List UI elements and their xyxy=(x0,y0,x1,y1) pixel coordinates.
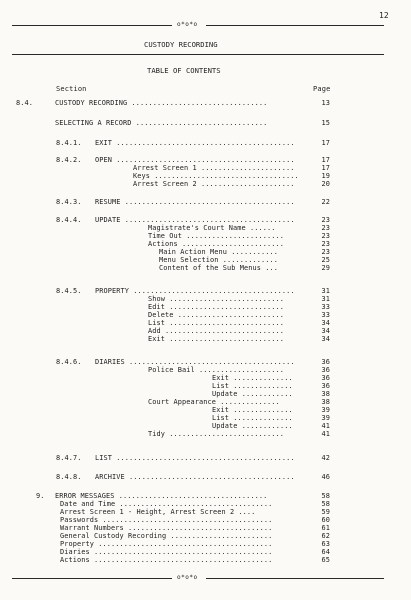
toc-entry-page: 62 xyxy=(321,532,330,540)
toc-entry xyxy=(0,524,411,532)
toc-entry-number: 8.4. xyxy=(16,99,33,107)
toc-entry xyxy=(0,556,411,564)
toc-entry-page: 31 xyxy=(321,287,330,295)
toc-entry-title: Delete ......................... xyxy=(148,311,284,319)
toc-entry-title: Update ............ xyxy=(212,390,293,398)
toc-entry xyxy=(0,382,411,390)
toc-entry-page: 29 xyxy=(321,264,330,272)
toc-entry-number: 8.4.4. xyxy=(56,216,82,224)
toc-entry xyxy=(0,500,411,508)
toc-entry-title: EXIT .......................................... xyxy=(95,139,295,147)
toc-entry-page: 13 xyxy=(321,99,330,107)
toc-entry xyxy=(0,414,411,422)
toc-entry-title: Date and Time .................................... xyxy=(60,500,273,508)
toc-entry-page: 58 xyxy=(321,500,330,508)
toc-entry xyxy=(0,327,411,335)
document-header: CUSTODY RECORDING xyxy=(144,40,218,49)
toc-entry-title: Actions ........................ xyxy=(148,240,284,248)
toc-entry-title: ERROR MESSAGES ................................... xyxy=(55,492,268,500)
toc-entry-number: 8.4.6. xyxy=(56,358,82,366)
toc-entry xyxy=(0,172,411,180)
toc-entry-page: 22 xyxy=(321,198,330,206)
toc-entry-title: List .............. xyxy=(212,414,293,422)
toc-entry xyxy=(0,508,411,516)
toc-entry-page: 23 xyxy=(321,248,330,256)
toc-entry xyxy=(0,422,411,430)
toc-entry xyxy=(0,492,411,500)
page-number: 12 xyxy=(379,11,389,20)
toc-entry-page: 23 xyxy=(321,224,330,232)
toc-entry-page: 41 xyxy=(321,422,330,430)
toc-entry-title: Edit ........................... xyxy=(148,303,284,311)
toc-entry xyxy=(0,454,411,462)
toc-entry-number: 9. xyxy=(36,492,45,500)
toc-entry-page: 36 xyxy=(321,366,330,374)
toc-entry-page: 34 xyxy=(321,335,330,343)
toc-entry-title: Police Bail .................... xyxy=(148,366,284,374)
toc-entry xyxy=(0,311,411,319)
toc-entry-page: 64 xyxy=(321,548,330,556)
toc-entry-title: Exit ........................... xyxy=(148,335,284,343)
toc-entry-title: List ........................... xyxy=(148,319,284,327)
toc-entry-page: 38 xyxy=(321,390,330,398)
toc-entry xyxy=(0,139,411,147)
toc-entry-page: 36 xyxy=(321,382,330,390)
toc-entry xyxy=(0,198,411,206)
top-rule-left xyxy=(12,25,172,26)
toc-entry-page: 15 xyxy=(321,119,330,127)
toc-entry-page: 39 xyxy=(321,414,330,422)
toc-entry xyxy=(0,516,411,524)
toc-entry-title: Arrest Screen 1 ...................... xyxy=(133,164,295,172)
toc-entry xyxy=(0,164,411,172)
bottom-rule-left xyxy=(12,578,172,579)
toc-entry-title: LIST .......................................... xyxy=(95,454,295,462)
toc-entry-title: OPEN .......................................... xyxy=(95,156,295,164)
toc-entry-title: Arrest Screen 1 - Height, Arrest Screen 2 .... xyxy=(60,508,256,516)
col-section-label: Section xyxy=(56,85,87,93)
toc-entry-page: 34 xyxy=(321,327,330,335)
toc-entry-title: Main Action Menu ........... xyxy=(159,248,278,256)
toc-entry-page: 58 xyxy=(321,492,330,500)
toc-entry-title: General Custody Recording ........................ xyxy=(60,532,273,540)
toc-entry-title: Actions .......................................... xyxy=(60,556,273,564)
toc-entry xyxy=(0,390,411,398)
toc-entry-number: 8.4.5. xyxy=(56,287,82,295)
toc-entry-page: 23 xyxy=(321,216,330,224)
toc-entry-title: Exit .............. xyxy=(212,406,293,414)
toc-entry-page: 36 xyxy=(321,374,330,382)
toc-entry-title: Menu Selection ............. xyxy=(159,256,278,264)
toc-entry xyxy=(0,99,411,107)
toc-entry-title: Show ........................... xyxy=(148,295,284,303)
header-rule xyxy=(12,54,384,55)
toc-entry xyxy=(0,398,411,406)
toc-entry-number: 8.4.7. xyxy=(56,454,82,462)
toc-entry-page: 19 xyxy=(321,172,330,180)
toc-entry-title: Warrant Numbers .................................. xyxy=(60,524,273,532)
toc-entry xyxy=(0,548,411,556)
toc-entry-number: 8.4.8. xyxy=(56,473,82,481)
bottom-rule-right xyxy=(206,578,384,579)
toc-entry-title: Diaries .......................................... xyxy=(60,548,273,556)
toc-entry xyxy=(0,430,411,438)
toc-entry-title: UPDATE ........................................ xyxy=(95,216,295,224)
toc-entry-title: PROPERTY ...................................... xyxy=(95,287,295,295)
toc-entry xyxy=(0,473,411,481)
toc-entry-page: 25 xyxy=(321,256,330,264)
toc-entry-page: 17 xyxy=(321,156,330,164)
toc-entry xyxy=(0,287,411,295)
toc-entry xyxy=(0,256,411,264)
toc-entry-page: 59 xyxy=(321,508,330,516)
toc-entry xyxy=(0,224,411,232)
toc-entry-title: Time Out ....................... xyxy=(148,232,284,240)
toc-entry xyxy=(0,248,411,256)
toc-entry xyxy=(0,156,411,164)
toc-entry-title: ARCHIVE ....................................... xyxy=(95,473,295,481)
toc-entry-page: 23 xyxy=(321,232,330,240)
toc-entry-page: 33 xyxy=(321,303,330,311)
toc-entry-page: 17 xyxy=(321,139,330,147)
toc-entry xyxy=(0,119,411,127)
toc-entry-page: 23 xyxy=(321,240,330,248)
toc-entry-title: CUSTODY RECORDING ................................ xyxy=(55,99,268,107)
toc-entry-title: DIARIES ....................................... xyxy=(95,358,295,366)
toc-entry xyxy=(0,295,411,303)
toc-entry-title: Exit .............. xyxy=(212,374,293,382)
toc-entry-page: 36 xyxy=(321,358,330,366)
toc-entry-page: 39 xyxy=(321,406,330,414)
toc-entry-title: Keys .................................. xyxy=(133,172,299,180)
toc-entry-page: 61 xyxy=(321,524,330,532)
toc-entry xyxy=(0,358,411,366)
toc-entry xyxy=(0,180,411,188)
toc-entry-number: 8.4.3. xyxy=(56,198,82,206)
toc-entry-title: Tidy ........................... xyxy=(148,430,284,438)
toc-entry xyxy=(0,540,411,548)
toc-entry-page: 63 xyxy=(321,540,330,548)
toc-entry-page: 17 xyxy=(321,164,330,172)
toc-entry xyxy=(0,240,411,248)
toc-entry-page: 34 xyxy=(321,319,330,327)
toc-entry xyxy=(0,303,411,311)
toc-entry-page: 20 xyxy=(321,180,330,188)
toc-entry-page: 60 xyxy=(321,516,330,524)
toc-entry-title: Arrest Screen 2 ...................... xyxy=(133,180,295,188)
toc-entry xyxy=(0,374,411,382)
toc-entry xyxy=(0,532,411,540)
toc-entry-title: List .............. xyxy=(212,382,293,390)
toc-entry-page: 42 xyxy=(321,454,330,462)
toc-entry xyxy=(0,216,411,224)
toc-entry-page: 38 xyxy=(321,398,330,406)
toc-title: TABLE OF CONTENTS xyxy=(147,66,221,75)
toc-entry xyxy=(0,366,411,374)
toc-entry-title: Magistrate's Court Name ...... xyxy=(148,224,276,232)
toc-entry-page: 33 xyxy=(321,311,330,319)
toc-entry-title: Content of the Sub Menus ... xyxy=(159,264,278,272)
toc-entry-title: Court Appearance .............. xyxy=(148,398,280,406)
toc-entry-title: Passwords ........................................ xyxy=(60,516,273,524)
top-ornament: o*o*o xyxy=(177,21,198,28)
toc-entry xyxy=(0,406,411,414)
toc-entry-title: RESUME ........................................ xyxy=(95,198,295,206)
toc-entry-page: 65 xyxy=(321,556,330,564)
toc-entry xyxy=(0,232,411,240)
toc-entry xyxy=(0,319,411,327)
toc-entry-page: 31 xyxy=(321,295,330,303)
toc-entry-title: Add ............................ xyxy=(148,327,284,335)
toc-entry-number: 8.4.2. xyxy=(56,156,82,164)
toc-entry-title: SELECTING A RECORD ............................... xyxy=(55,119,268,127)
toc-entry-page: 46 xyxy=(321,473,330,481)
toc-entry-page: 41 xyxy=(321,430,330,438)
top-rule-right xyxy=(206,25,384,26)
toc-entry-title: Property ......................................... xyxy=(60,540,273,548)
toc-entry xyxy=(0,264,411,272)
toc-entry-title: Update ............ xyxy=(212,422,293,430)
col-page-label: Page xyxy=(313,85,331,93)
toc-entry xyxy=(0,335,411,343)
bottom-ornament: o*o*o xyxy=(177,574,198,581)
toc-entry-number: 8.4.1. xyxy=(56,139,82,147)
